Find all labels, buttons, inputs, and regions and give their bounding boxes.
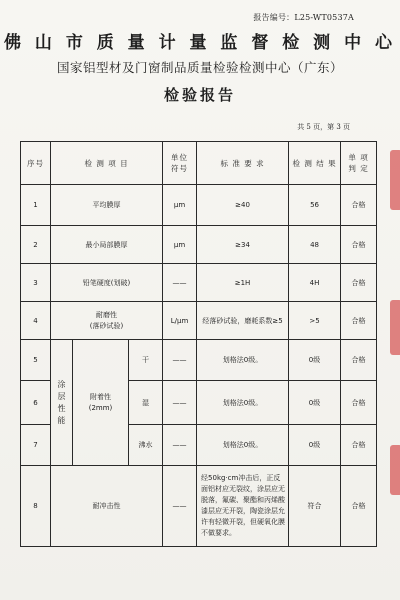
row-verdict: 合格 bbox=[341, 226, 377, 264]
header-requirement: 标 准 要 求 bbox=[197, 142, 289, 185]
row-result: 4H bbox=[289, 264, 341, 302]
row-seq: 5 bbox=[21, 340, 51, 381]
coating-label-1: 涂 bbox=[57, 379, 66, 389]
organization-title: 佛 山 市 质 量 计 量 监 督 检 测 中 心 bbox=[3, 33, 397, 53]
header-verdict bbox=[341, 142, 377, 185]
center-title: 国家铝型材及门窗制品质量检验检测中心（广东） bbox=[56, 60, 343, 75]
seal-edge-top bbox=[390, 150, 400, 210]
row-unit: μm bbox=[163, 185, 197, 226]
row-seq: 8 bbox=[21, 466, 51, 547]
row-subitem: 湿 bbox=[129, 381, 163, 425]
row-requirement: ≥40 bbox=[197, 185, 289, 226]
row-result: 48 bbox=[289, 226, 341, 264]
table-row bbox=[21, 302, 377, 340]
seal-edge-middle bbox=[390, 300, 400, 355]
coating-label-2: 层 bbox=[57, 391, 66, 401]
adhesion-label: 附着性 bbox=[90, 392, 111, 401]
row-result: 56 bbox=[289, 185, 341, 226]
table-row bbox=[21, 340, 377, 381]
row-seq: 4 bbox=[21, 302, 51, 340]
row-subitem: 干 bbox=[129, 340, 163, 381]
row-verdict: 合格 bbox=[341, 302, 377, 340]
row-requirement: 经50kg·cm冲击后，正反面铝材应无裂纹，涂层应无脱落，氟碳、聚酯和丙烯酸漆层应无开裂，陶瓷涂层允许有轻微开裂，但硬氧化膜不做要求。 bbox=[197, 466, 289, 547]
seal-edge-bottom bbox=[390, 445, 400, 495]
row-item: 最小局部膜厚 bbox=[51, 226, 163, 264]
adhesion-group bbox=[73, 340, 129, 466]
table-header-row bbox=[21, 142, 377, 185]
row-seq: 2 bbox=[21, 226, 51, 264]
row-item-line2: (落砂试验) bbox=[89, 321, 124, 330]
row-verdict: 合格 bbox=[341, 466, 377, 547]
row-verdict: 合格 bbox=[341, 425, 377, 466]
header-unit bbox=[163, 142, 197, 185]
row-item: 铅笔硬度(划破) bbox=[51, 264, 163, 302]
row-result: 0级 bbox=[289, 340, 341, 381]
table-row bbox=[21, 226, 377, 264]
row-result: 符合 bbox=[289, 466, 341, 547]
report-number: 报告编号：L25-WT0537A bbox=[253, 13, 354, 22]
coating-performance-group bbox=[51, 340, 73, 466]
page-indicator: 共 5 页，第 3 页 bbox=[297, 123, 350, 131]
header-item: 检 测 项 目 bbox=[51, 142, 163, 185]
row-unit: —— bbox=[163, 381, 197, 425]
row-unit: L/μm bbox=[163, 302, 197, 340]
row-requirement: 经落砂试验，磨耗系数≥5 bbox=[197, 302, 289, 340]
row-result: 0级 bbox=[289, 381, 341, 425]
row-result: 0级 bbox=[289, 425, 341, 466]
coating-label-3: 性 bbox=[57, 403, 66, 413]
row-requirement: 划格法0级。 bbox=[197, 425, 289, 466]
row-verdict: 合格 bbox=[341, 340, 377, 381]
row-verdict: 合格 bbox=[341, 264, 377, 302]
header-result: 检 测 结 果 bbox=[289, 142, 341, 185]
test-results-table bbox=[20, 141, 377, 547]
coating-label-4: 能 bbox=[57, 415, 66, 425]
row-seq: 7 bbox=[21, 425, 51, 466]
table-row bbox=[21, 264, 377, 302]
row-requirement: ≥34 bbox=[197, 226, 289, 264]
header-seq: 序号 bbox=[21, 142, 51, 185]
row-item: 平均膜厚 bbox=[51, 185, 163, 226]
row-result: >5 bbox=[289, 302, 341, 340]
row-unit: —— bbox=[163, 466, 197, 547]
row-verdict: 合格 bbox=[341, 381, 377, 425]
header-verdict-line1: 单 项 bbox=[348, 153, 369, 162]
row-unit: —— bbox=[163, 264, 197, 302]
table-row bbox=[21, 466, 377, 547]
row-seq: 6 bbox=[21, 381, 51, 425]
row-requirement: 划格法0级。 bbox=[197, 381, 289, 425]
document-title: 检验报告 bbox=[163, 86, 236, 104]
row-unit: —— bbox=[163, 340, 197, 381]
row-item: 耐冲击性 bbox=[51, 466, 163, 547]
row-requirement: ≥1H bbox=[197, 264, 289, 302]
row-item-line1: 耐磨性 bbox=[96, 310, 118, 319]
row-subitem: 沸水 bbox=[129, 425, 163, 466]
header-unit-line1: 单位 bbox=[171, 153, 189, 162]
row-unit: μm bbox=[163, 226, 197, 264]
row-item bbox=[51, 302, 163, 340]
row-verdict: 合格 bbox=[341, 185, 377, 226]
row-seq: 3 bbox=[21, 264, 51, 302]
header-verdict-line2: 判 定 bbox=[348, 164, 369, 173]
table-row bbox=[21, 185, 377, 226]
header-unit-line2: 符号 bbox=[171, 164, 189, 173]
row-seq: 1 bbox=[21, 185, 51, 226]
row-unit: —— bbox=[163, 425, 197, 466]
adhesion-spacing: (2mm) bbox=[88, 403, 113, 412]
row-requirement: 划格法0级。 bbox=[197, 340, 289, 381]
